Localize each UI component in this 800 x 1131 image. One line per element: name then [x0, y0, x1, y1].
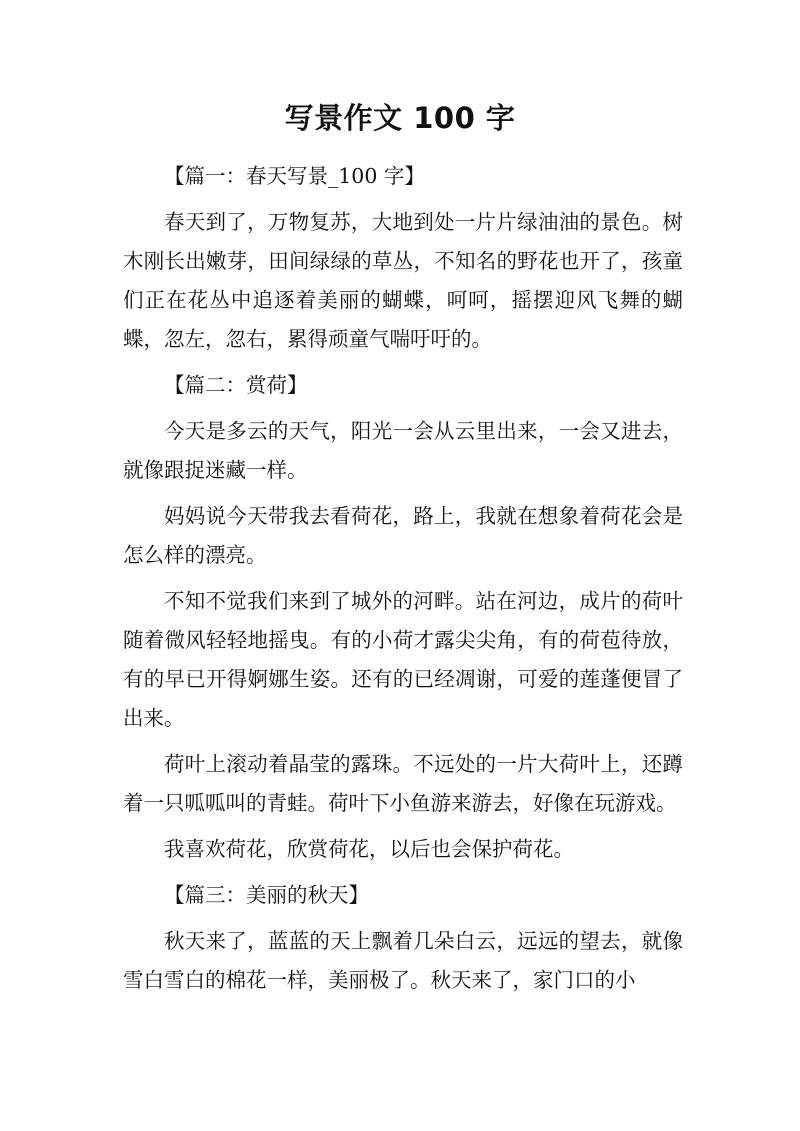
- section-heading: 【篇二：赏荷】: [164, 373, 308, 397]
- paragraph: 我喜欢荷花，欣赏荷花，以后也会保护荷花。: [164, 837, 574, 861]
- page-title: 写景作文 100 字: [284, 101, 516, 135]
- paragraph: 妈妈说今天带我去看荷花，路上，我就在想象着荷花会是怎么样的漂亮。: [123, 504, 683, 567]
- paragraph: 秋天来了，蓝蓝的天上飘着几朵白云，远远的望去，就像雪白雪白的棉花一样，美丽极了。秋天来了，家门口的小: [123, 929, 683, 992]
- paragraph: 荷叶上滚动着晶莹的露珠。不远处的一片大荷叶上，还蹲着一只呱呱叫的青蛙。荷叶下小鱼游来游去，好像在玩游戏。: [123, 752, 683, 815]
- article-body: [123, 157, 683, 1007]
- section-heading: 【篇一：春天写景_100 字】: [164, 164, 425, 188]
- paragraph: 春天到了，万物复苏，大地到处一片片绿油油的景色。树木刚长出嫩芽，田间绿绿的草丛，不知名的野花也开了，孩童们正在花丛中追逐着美丽的蝴蝶，呵呵，摇摆迎风飞舞的蝴蝶，忽左，忽右，累得顽童气喘吁吁的。: [123, 210, 683, 351]
- section-heading: 【篇三：美丽的秋天】: [164, 883, 369, 907]
- paragraph: 今天是多云的天气，阳光一会从云里出来，一会又进去，就像跟捉迷藏一样。: [123, 419, 683, 482]
- paragraph: 不知不觉我们来到了城外的河畔。站在河边，成片的荷叶随着微风轻轻地摇曳。有的小荷才露尖尖角，有的荷苞待放，有的早已开得婀娜生姿。还有的已经凋谢，可爱的莲蓬便冒了出来。: [123, 589, 683, 730]
